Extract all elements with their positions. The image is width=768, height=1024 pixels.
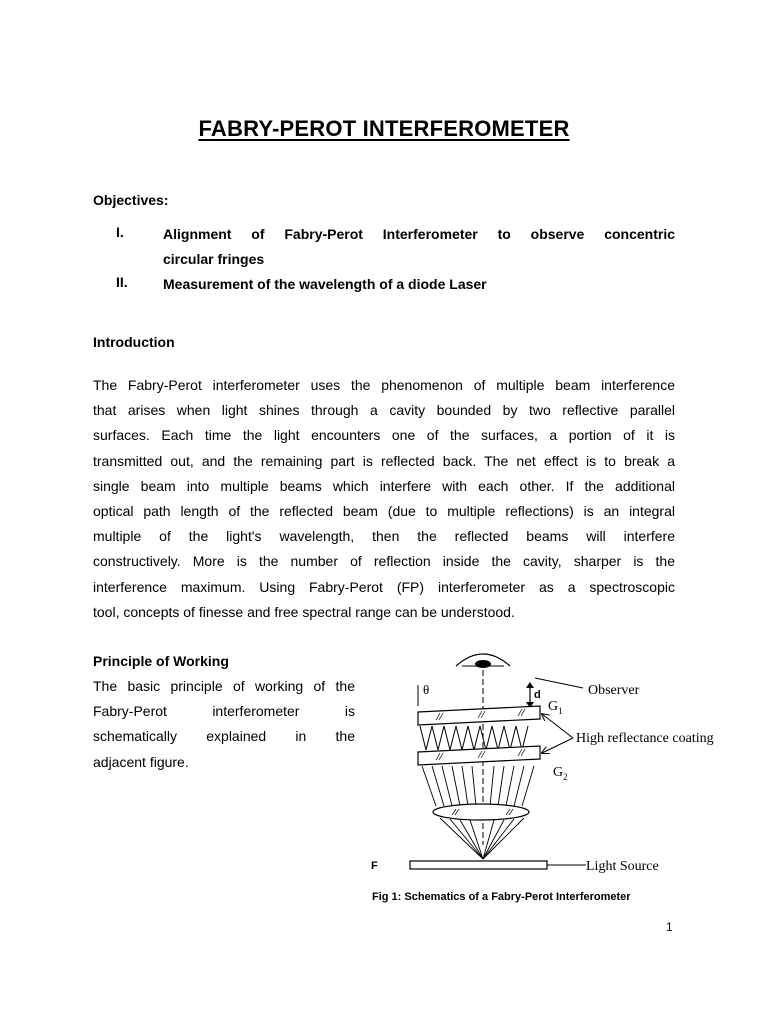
g2-letter: G: [553, 765, 564, 780]
paragraph-line: constructively. More is the number of reflection inside the cavity, sharper is the: [93, 553, 675, 570]
g2-subscript: 2: [563, 772, 568, 782]
objective-item-1: [93, 222, 675, 272]
paragraph-line: The Fabry-Perot interferometer uses the phenomenon of multiple beam interference: [93, 377, 675, 393]
converging-rays: [440, 818, 524, 859]
coating-arrow-bottom: [542, 738, 573, 753]
paragraph-line: transmitted out, and the remaining part is reflected back. The net effect is to break a: [93, 452, 675, 469]
fabry-perot-schematic: [370, 640, 740, 880]
page-number: 1: [666, 920, 673, 934]
objective-number: II.: [116, 274, 128, 290]
eye-icon: [456, 654, 510, 668]
introduction-heading: Introduction: [93, 334, 175, 350]
g1-letter: G: [548, 699, 559, 714]
paragraph-line: optical path length of the reflected beam (due to multiple reflections) is an integral: [93, 503, 675, 520]
paragraph-line: tool, concepts of finesse and free spectral range can be understood.: [93, 603, 515, 620]
figure-caption: Fig 1: Schematics of a Fabry-Perot Interferometer: [372, 891, 631, 903]
paragraph-line: Fabry-Perot interferometer is: [93, 703, 355, 720]
lens: [433, 804, 529, 820]
title-rest: ABRY-PEROT INTERFEROMETER: [210, 116, 570, 141]
d-label: d: [534, 689, 541, 701]
d-arrow-head-up: [526, 682, 534, 688]
paragraph-line: multiple of the light's wavelength, then the reflected beams will interfere: [93, 528, 675, 545]
paragraph-line: single beam into multiple beams which interfere with each other. If the additional: [93, 477, 675, 494]
principle-heading: Principle of Working: [93, 653, 229, 669]
transmitted-rays: [422, 766, 534, 806]
observer-pointer: [535, 678, 583, 688]
theta-label: θ: [423, 682, 430, 697]
objectives-heading: Objectives:: [93, 192, 169, 208]
paragraph-line: schematically explained in the: [93, 728, 355, 745]
title-first-letter: F: [198, 116, 211, 141]
light-source: [410, 861, 547, 869]
objective-item-2: [93, 272, 675, 297]
light-source-label: Light Source: [586, 859, 659, 874]
objective-line: circular fringes: [163, 251, 265, 267]
paragraph-line: that arises when light shines through a cavity bounded by two reflective parallel: [93, 402, 675, 419]
page-title: [0, 116, 768, 142]
objective-number: I.: [116, 224, 124, 240]
reflection-zigzag: [420, 726, 528, 750]
objective-text: [163, 272, 675, 297]
objective-line: Measurement of the wavelength of a diode Laser: [163, 276, 487, 292]
g1-subscript: 1: [558, 706, 563, 716]
objective-text: [163, 222, 675, 272]
paragraph-line: interference maximum. Using Fabry-Perot (FP) interferometer as a spectroscopic: [93, 578, 675, 595]
paragraph-line: adjacent figure.: [93, 753, 189, 770]
paragraph-line: The basic principle of working of the: [93, 678, 355, 694]
paragraph-line: surfaces. Each time the light encounters one of the surfaces, a portion of it is: [93, 427, 675, 444]
principle-paragraph: [93, 674, 355, 775]
observer-label: Observer: [588, 683, 640, 698]
introduction-paragraph: [93, 373, 675, 625]
f-label: F: [371, 860, 378, 872]
objective-line: Alignment of Fabry-Perot Interferometer to observe concentric: [163, 226, 675, 242]
g1-label: [548, 699, 563, 716]
coating-label: High reflectance coating: [576, 731, 714, 746]
coating-arrow-top: [542, 714, 573, 738]
g2-label: [553, 765, 568, 782]
